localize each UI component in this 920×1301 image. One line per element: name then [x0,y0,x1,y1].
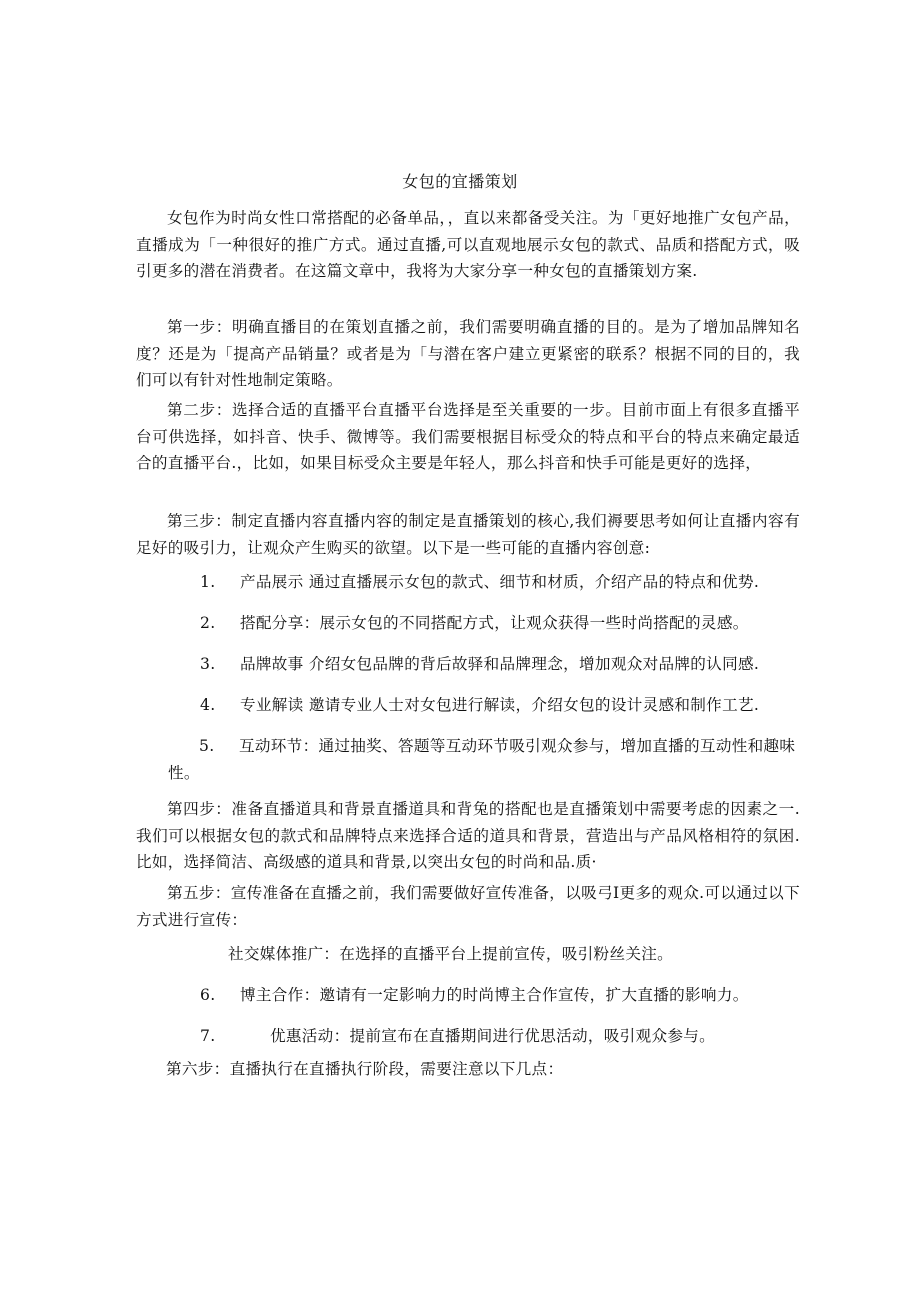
list-item-text: 优惠活动：提前宣布在直播期间进行优思活动，吸引观众参与。 [270,1027,716,1045]
list-item-text: 博主合作：邀请有一定影响力的时尚博主合作宣传，扩大直播的影响力。 [240,986,749,1004]
list-item [200,982,749,1009]
list-item-number: 5. [199,737,215,755]
step2-paragraph: 第二步：选择合适的直播平台直播平台选择是至关重要的一步。目前市面上有很多直播平台可供选择，如抖音、快手、微博等。我们需要根据目标受众的特点和平台的特点来确定最适合的直播平台.，比如，如果目标受众主要是年轻人，那么抖音和快手可能是更好的选择， [136,401,800,472]
intro-paragraph: 女包作为时尚女性口常搭配的必备单品，，直以来都备受关注。为「更好地推广女包产品，直播成为「一种很好的推广方式。通过直播,可以直观地展示女包的款式、品质和搭配方式，吸引更多的潜在消费者。在这篇文章中，我将为大家分享一种女包的直播策划方案. [136,209,800,280]
step5-paragraph: 第五步：宣传准备在直播之前，我们需要做好宣传准备，以吸弓I更多的观众.可以通过以下方式进行宣传： [136,884,800,929]
step3-paragraph: 第三步：制定直播内容直播内容的制定是直播策划的核心,我们褥要思考如何让直播内容有足好的吸引力，让观众产生购买的欲望。以下是一些可能的直播内容创意: [136,512,800,557]
list-item-text: 互动环节：通过抽奖、答题等互动环节吸引观众参与，增加直播的互动性和趣味性。 [168,737,796,782]
step6-paragraph: 第六步：直播执行在直播执行阶段，需要注意以下几点： [166,1060,564,1078]
step1-paragraph: 第一步：明确直播目的在策划直播之前，我们需要明确直播的目的。是为了增加品牌知名度？还是为「提高产品销量？或者是为「与潜在客户建立更紧密的联系？根据不同的目的，我们可以有针对性地制定策略。 [136,318,800,389]
list-item [200,651,759,678]
list-item-number: 2. [200,614,216,632]
promo-social-item: 社交媒体推广：在选择的直播平台上提前宣传，吸引粉丝关注。 [228,945,674,963]
document-title: 女包的宜播策划 [402,172,518,191]
list-item-number: 1. [200,573,216,591]
list-item-number: 4. [200,696,216,714]
list-item-number: 6. [200,986,216,1004]
list-item [168,733,808,786]
list-item-number: 3. [200,655,216,673]
list-item [200,610,749,637]
step4-paragraph: 第四步：准备直播道具和背景直播道具和背兔的搭配也是直播策划中需要考虑的因素之一.我们可以根据女包的款式和品牌特点来选择合适的道具和背景，营造出与产品风格相符的氛困.比如，选择简洁、高级感的道具和背景,以突出女包的时尚和品.质· [136,800,800,871]
list-item-text: 专业解读 邀请专业人士对女包进行解读，介绍女包的设计灵感和制作工艺. [240,696,760,714]
list-item-text: 品牌故事 介绍女包品牌的背后故驿和品牌理念，增加观众对品牌的认同感. [240,655,760,673]
list-item [200,569,759,596]
list-item [200,692,759,719]
list-item-text: 产品展示 通过直播展示女包的款式、细节和材质，介绍产品的特点和优势. [240,573,760,591]
list-item-text: 搭配分享：展示女包的不同搭配方式，让观众获得一些时尚搭配的灵感。 [240,614,749,632]
list-item [200,1023,715,1050]
list-item-number: 7. [200,1027,216,1045]
